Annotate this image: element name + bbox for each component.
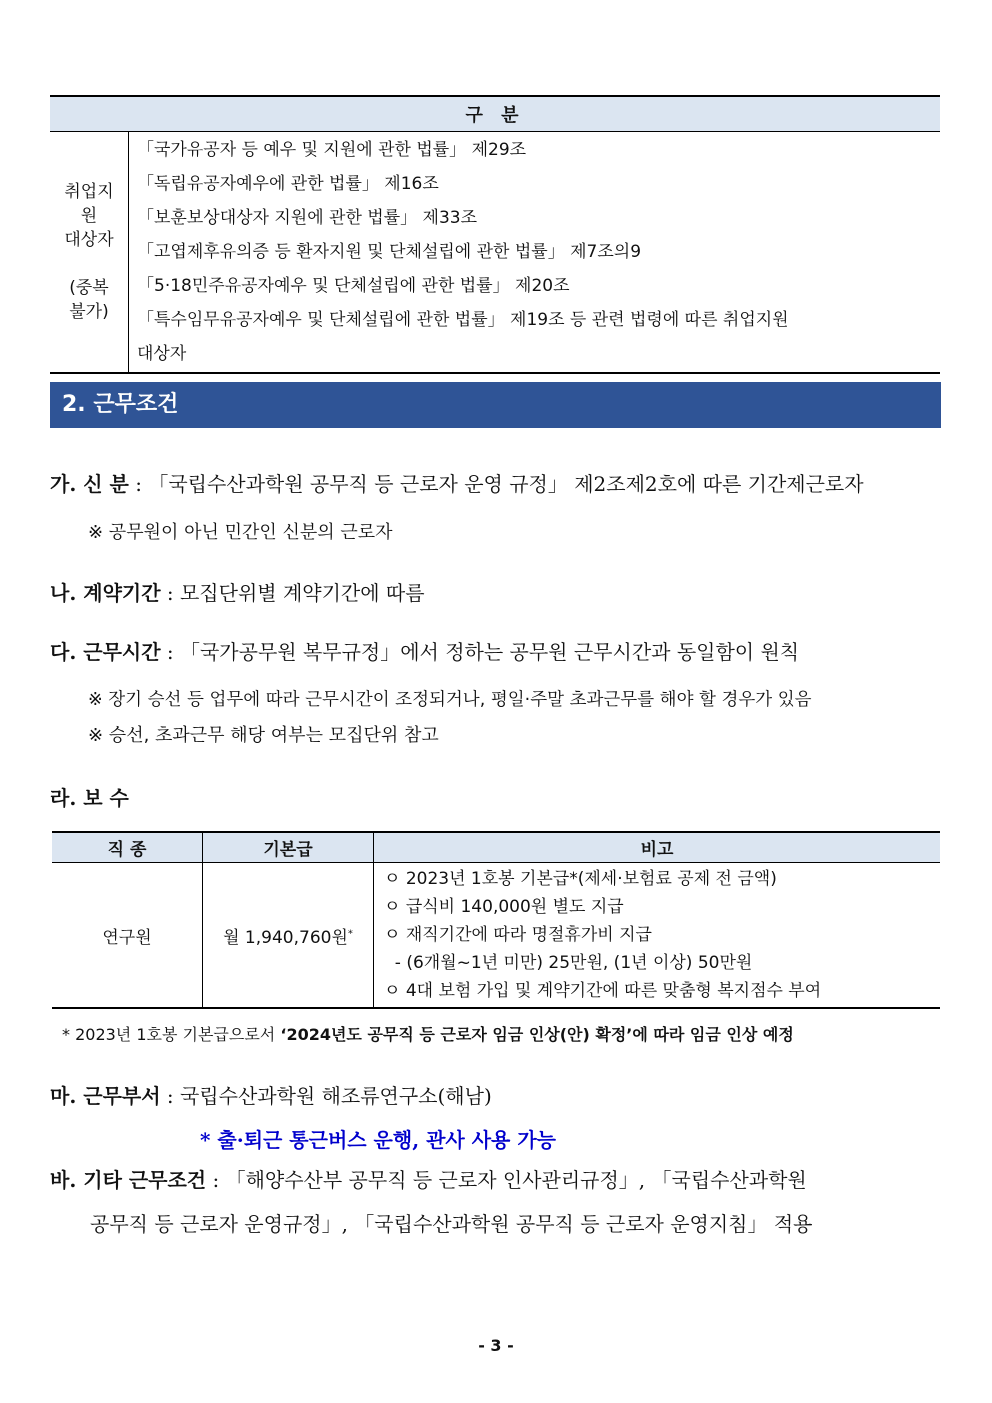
other-item (50, 1164, 807, 1193)
pay-label: 라. 보 수 (50, 786, 129, 810)
status-label: 가. 신 분 (50, 472, 129, 496)
pay-job-cell: 연구원 (52, 863, 203, 1009)
status-note: ※ 공무원이 아닌 민간인 신분의 근로자 (88, 522, 393, 543)
law-item: 「보훈보상대상자 지원에 관한 법률」 제33조 (137, 208, 477, 228)
pay-note: ㅇ 재직기간에 따라 명절휴가비 지급 (384, 925, 652, 945)
eligibility-table-header: 구 분 (50, 96, 940, 132)
contract-text: : 모집단위별 계약기간에 따름 (166, 581, 425, 605)
pay-footnote: * 2023년 1호봉 기본급으로서 ‘2024년도 공무직 등 근로자 임금 인상(안) 확정’에 따라 임금 인상 예정 (62, 1025, 794, 1044)
department-label: 마. 근무부서 (50, 1084, 161, 1108)
hours-text: : 「국가공무원 복무규정」에서 정하는 공무원 근무시간과 동일함이 원칙 (166, 640, 800, 664)
hours-item (50, 636, 799, 665)
pay-table-header-job: 직 종 (52, 832, 203, 863)
hours-note-2: ※ 승선, 초과근무 해당 여부는 모집단위 참고 (88, 725, 439, 746)
other-text-continued: 공무직 등 근로자 운영규정」, 「국립수산과학원 공무직 등 근로자 운영지침」 적용 (90, 1212, 813, 1236)
pay-notes-cell (374, 863, 941, 1009)
eligibility-row-label: 취업지 원 대상자 (중복 불가) (50, 132, 129, 374)
pay-note: - (6개월~1년 미만) 25만원, (1년 이상) 50만원 (384, 953, 753, 973)
section-title: 2. 근무조건 (50, 382, 941, 428)
law-item: 「5·18민주유공자예우 및 단체설립에 관한 법률」 제20조 (137, 276, 570, 296)
eligibility-table (50, 95, 940, 374)
page-number: - 3 - (478, 1336, 514, 1355)
pay-salary-cell: 월 1,940,760원* (203, 863, 374, 1009)
table-row (52, 863, 940, 1009)
hours-label: 다. 근무시간 (50, 640, 161, 664)
law-item: 「고엽제후유의증 등 환자지원 및 단체설립에 관한 법률」 제7조의9 (137, 242, 642, 262)
law-item: 「국가유공자 등 예우 및 지원에 관한 법률」 제29조 (137, 140, 527, 160)
pay-note: ㅇ 4대 보험 가입 및 계약기간에 따른 맞춤형 복지점수 부여 (384, 981, 822, 1001)
law-item-continued: 대상자 (137, 344, 187, 364)
contract-label: 나. 계약기간 (50, 581, 161, 605)
status-text: : 「국립수산과학원 공무직 등 근로자 운영 규정」 제2조제2호에 따른 기간제근로자 (135, 472, 864, 496)
pay-note: ㅇ 2023년 1호봉 기본급*(제세·보험료 공제 전 금액) (384, 869, 777, 889)
department-text: : 국립수산과학원 해조류연구소(해남) (166, 1084, 492, 1108)
law-item: 「독립유공자예우에 관한 법률」 제16조 (137, 174, 439, 194)
law-item: 「특수임무유공자예우 및 단체설립에 관한 법률」 제19조 등 관련 법령에 따른 취업지원 (137, 310, 789, 330)
pay-table (52, 831, 940, 1009)
department-item (50, 1080, 492, 1109)
contract-item (50, 577, 425, 606)
eligibility-law-list (129, 132, 941, 374)
department-note: * 출·퇴근 통근버스 운행, 관사 사용 가능 (200, 1128, 556, 1152)
pay-note: ㅇ 급식비 140,000원 별도 지급 (384, 897, 624, 917)
hours-note-1: ※ 장기 승선 등 업무에 따라 근무시간이 조정되거나, 평일·주말 초과근무를 해야 할 경우가 있음 (88, 690, 812, 710)
other-label: 바. 기타 근무조건 (50, 1168, 207, 1192)
other-text: : 「해양수산부 공무직 등 근로자 인사관리규정」, 「국립수산과학원 (212, 1168, 807, 1192)
pay-table-header-notes: 비고 (374, 832, 941, 863)
pay-table-header-salary: 기본급 (203, 832, 374, 863)
status-item (50, 468, 864, 497)
